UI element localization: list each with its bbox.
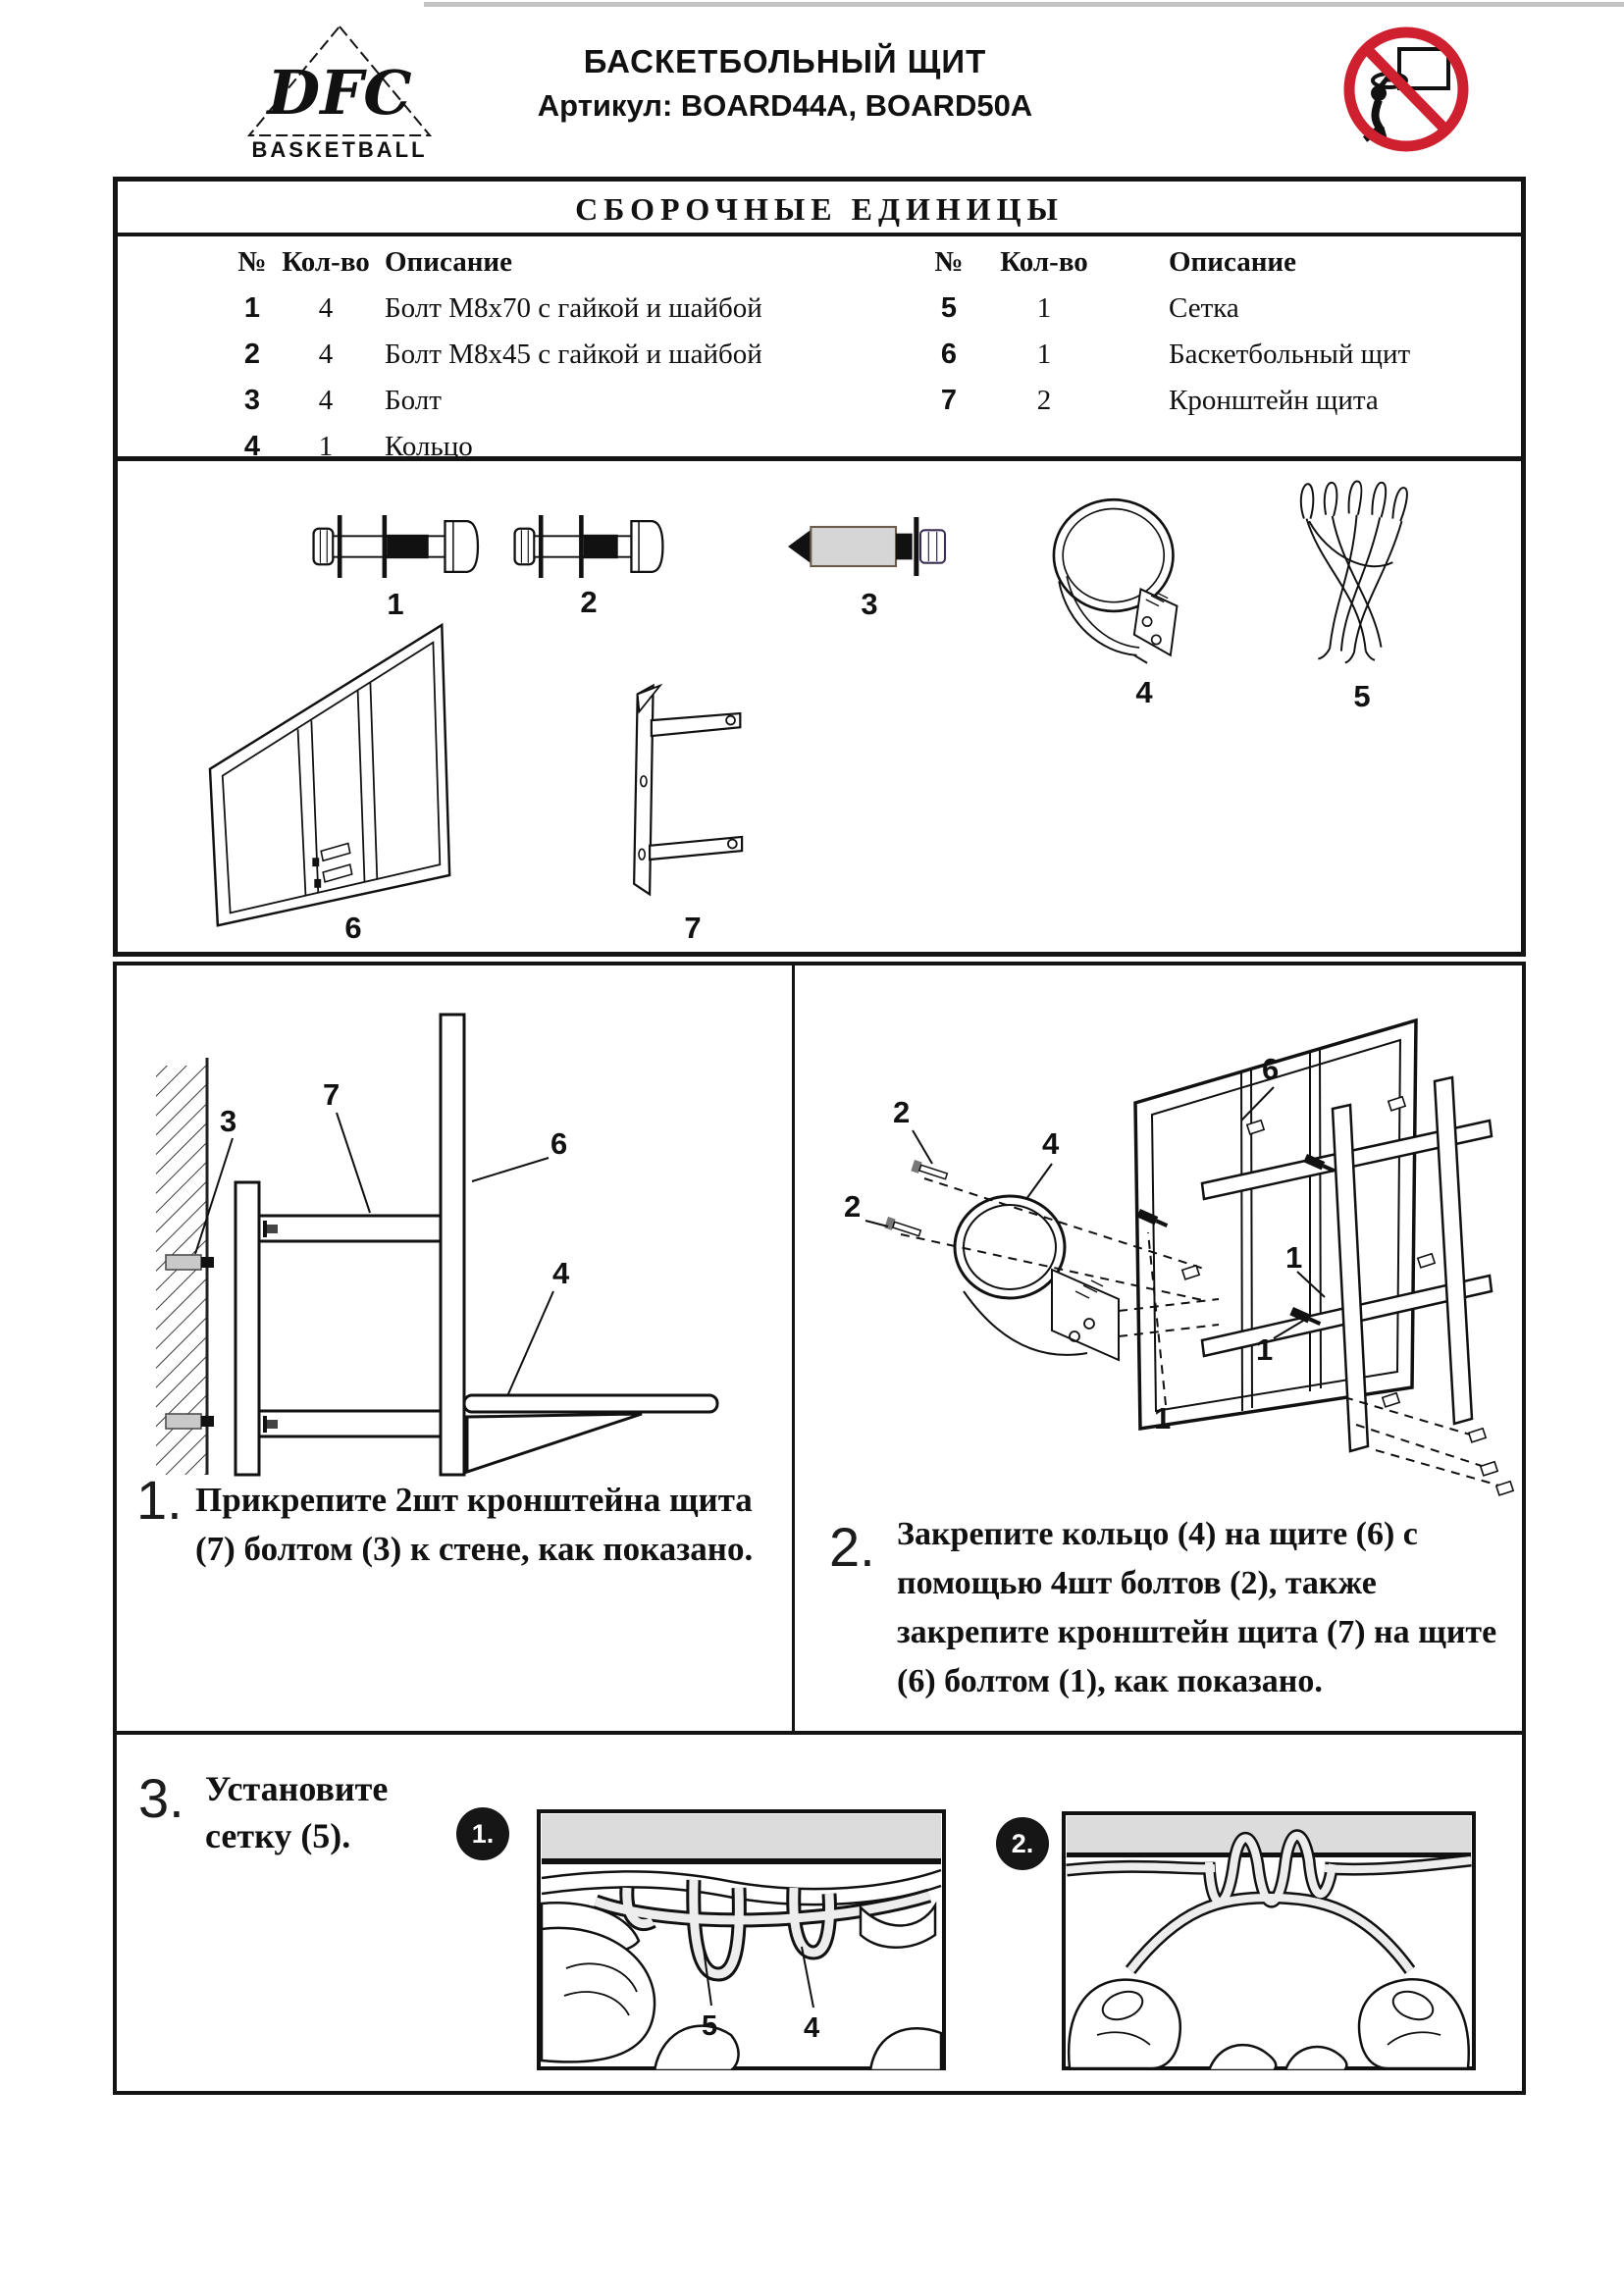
table-row (224, 385, 762, 417)
step3-box (113, 1735, 1526, 2095)
net-step1-badge: 1. (456, 1807, 509, 1860)
callout-4: 4 (804, 2012, 820, 2044)
part-num: 6 (940, 339, 958, 370)
col-num: № (934, 246, 964, 278)
callout-1a: 1 (1285, 1240, 1303, 1275)
logo-subtext: BASKETBALL (251, 137, 428, 161)
part-qty: 1 (1036, 292, 1052, 324)
part-num: 1 (243, 292, 261, 324)
parts-table-right (917, 246, 1410, 417)
no-hanging-icon (1335, 18, 1478, 161)
part7-label: 7 (684, 911, 702, 945)
callout-4: 4 (552, 1256, 570, 1290)
part-num: 2 (243, 339, 261, 370)
logo-text: DFC (267, 57, 412, 129)
callout-1b: 1 (1256, 1332, 1274, 1367)
col-qty: Кол-во (282, 246, 370, 278)
step2-text: Закрепите кольцо (4) на щите (6) с помощью 4шт болтов (2), также закрепите кронштейн щита (7) на щите (6) болтом (1), как показано. (897, 1516, 1497, 1699)
part1-label: 1 (387, 587, 404, 621)
part-desc: Кольцо (385, 431, 473, 462)
table-row (917, 339, 1410, 371)
part-desc: Кронштейн щита (1169, 385, 1379, 416)
parts-table-left (224, 246, 762, 463)
part-qty: 2 (1036, 385, 1052, 416)
part3-label: 3 (861, 587, 878, 621)
table-header (224, 246, 762, 279)
step1-diagram (117, 979, 794, 1480)
callout-3: 3 (220, 1104, 237, 1138)
table-row (917, 292, 1410, 325)
part-qty: 1 (1036, 339, 1052, 370)
part5-net-drawing (1261, 479, 1447, 665)
net-install-image-2 (1062, 1811, 1476, 2070)
part2-label: 2 (580, 585, 598, 619)
dfc-logo (243, 22, 436, 161)
step2-diagram (795, 975, 1531, 1505)
part-desc: Болт М8х70 с гайкой и шайбой (385, 292, 762, 324)
callout-4: 4 (1042, 1126, 1060, 1161)
part2-bolt-drawing (510, 502, 667, 591)
callout-1c: 1 (1154, 1401, 1172, 1435)
callout-2b: 2 (844, 1189, 862, 1224)
title-underline (118, 233, 1521, 236)
col-desc: Описание (1169, 246, 1296, 278)
net-step2-badge: 2. (996, 1817, 1049, 1870)
part-num: 4 (243, 431, 261, 462)
callout-6: 6 (550, 1126, 568, 1161)
callout-5: 5 (702, 2010, 718, 2042)
col-num: № (237, 246, 267, 278)
callout-7: 7 (323, 1077, 341, 1112)
part-desc: Баскетбольный щит (1169, 339, 1411, 370)
part6-label: 6 (344, 911, 362, 945)
part-qty: 4 (318, 292, 334, 324)
part-desc: Сетка (1169, 292, 1239, 324)
part-num: 3 (243, 385, 261, 416)
part-desc: Болт (385, 385, 442, 416)
table-row (224, 339, 762, 371)
step1-text: Прикрепите 2шт кронштейна щита (7) болтом (3) к стене, как показано. (195, 1481, 754, 1568)
table-row (224, 431, 762, 463)
parts-table-box (113, 177, 1526, 461)
part3-bolt-drawing (783, 512, 955, 581)
part4-label: 4 (1135, 675, 1153, 709)
part4-rim-drawing (1019, 491, 1215, 672)
part-num: 7 (940, 385, 958, 416)
table-row (917, 385, 1410, 417)
callout-6: 6 (1262, 1052, 1280, 1086)
steps-box (113, 962, 1526, 1735)
col-qty: Кол-во (1000, 246, 1088, 278)
step3-text: Установите сетку (5). (205, 1769, 389, 1855)
table-header (917, 246, 1410, 279)
part-qty: 4 (318, 339, 334, 370)
parts-table-title: СБОРОЧНЫЕ ЕДИНИЦЫ (575, 191, 1064, 227)
col-desc: Описание (385, 246, 512, 278)
part7-bracket-drawing (620, 675, 758, 906)
part6-backboard-drawing (201, 623, 466, 937)
callout-2a: 2 (893, 1095, 911, 1129)
part-num: 5 (940, 292, 958, 324)
part5-label: 5 (1353, 679, 1371, 713)
page-title: БАСКЕТБОЛЬНЫЙ ЩИТ (583, 43, 987, 79)
step1-number: 1. (136, 1469, 183, 1531)
part-qty: 1 (318, 431, 334, 462)
table-row (224, 292, 762, 325)
step3-number: 3. (138, 1767, 184, 1829)
page-subtitle: Артикул: BOARD44A, BOARD50A (537, 88, 1033, 123)
part1-bolt-drawing (309, 502, 481, 591)
parts-drawings-box (113, 461, 1526, 957)
part-qty: 4 (318, 385, 334, 416)
step2-number: 2. (829, 1516, 875, 1578)
scan-artifact-line (424, 2, 1624, 7)
part-desc: Болт М8х45 с гайкой и шайбой (385, 339, 762, 370)
net-install-image-1 (537, 1809, 946, 2070)
